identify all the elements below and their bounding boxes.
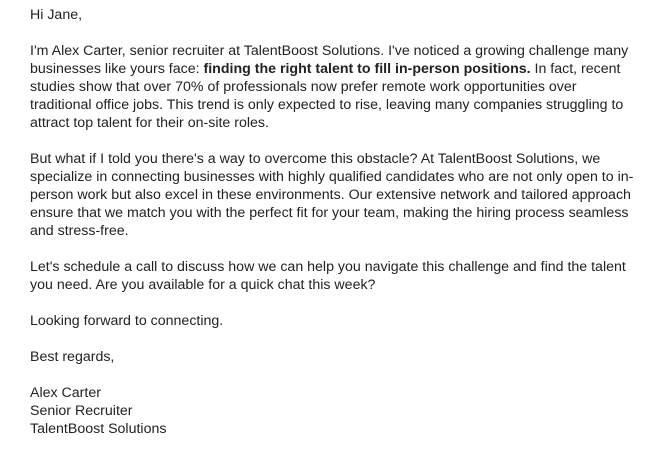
email-paragraph-intro	[30, 42, 640, 132]
email-paragraph-pitch: But what if I told you there's a way to overcome this obstacle? At TalentBoost Solutions, we specialize in connecting businesses with highly qualified candidates who are not only open to in-person work but also excel in these environments. Our extensive network and tailored approach ensure that we match you with the perfect fit for your team, making the hiring process seamless and stress-free.	[30, 151, 634, 239]
email-sign-off: Best regards,	[30, 349, 115, 365]
intro-text-start: I'm Alex Carter, senior recruiter at TalentBoost Solutions. I've noticed a growing challenge many businesses like yours face:	[30, 43, 629, 77]
email-signature	[30, 384, 640, 438]
intro-bold-highlight: finding the right talent to fill in-person positions.	[203, 61, 531, 77]
signature-title: Senior Recruiter	[30, 403, 133, 419]
email-paragraph-call-to-action: Let's schedule a call to discuss how we can help you navigate this challenge and find the talent you need. Are you available for a quick chat this week?	[30, 259, 626, 293]
email-greeting: Hi Jane,	[30, 7, 83, 23]
intro-text-end: In fact, recent studies show that over 70% of professionals now prefer remote work opportunities over traditional office jobs. This trend is only expected to rise, leaving many companies struggling to attract top talent for their on-site roles.	[30, 61, 624, 131]
signature-company: TalentBoost Solutions	[30, 421, 167, 437]
signature-name: Alex Carter	[30, 385, 101, 401]
email-closing-line: Looking forward to connecting.	[30, 313, 224, 329]
